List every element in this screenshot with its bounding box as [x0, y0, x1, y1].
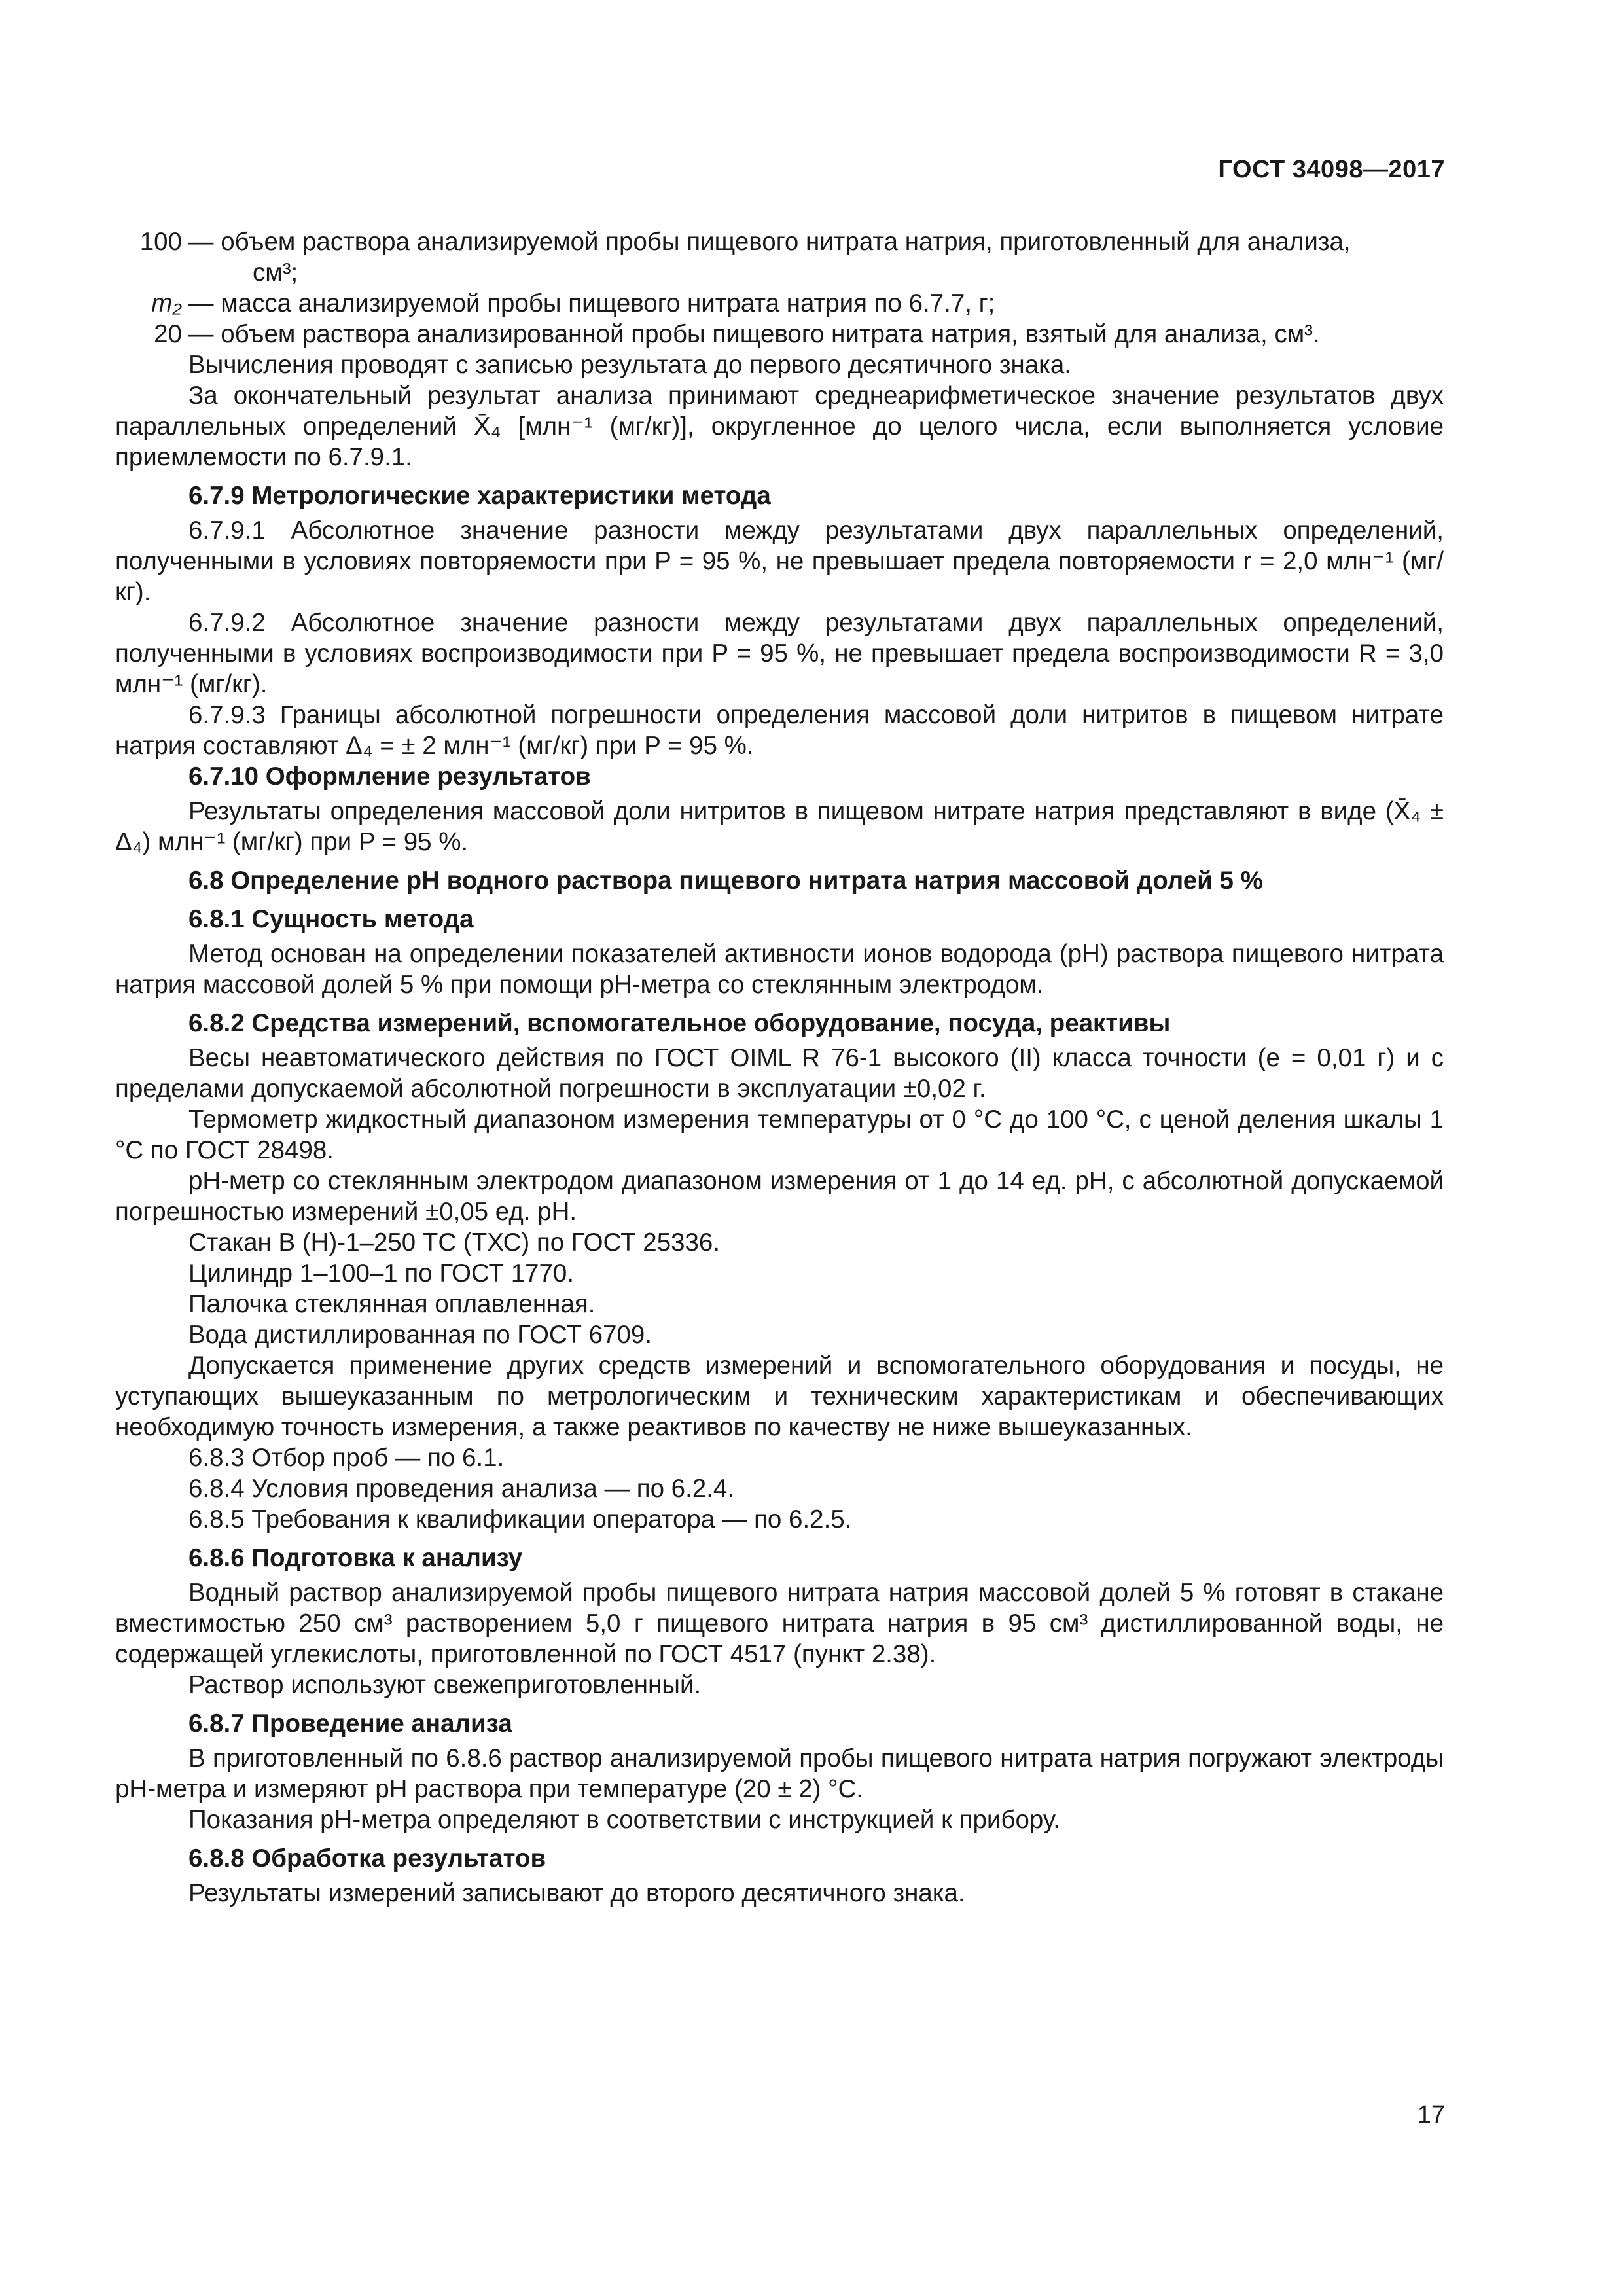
definition-mass-m2	[115, 288, 1444, 319]
page-number: 17	[1417, 2101, 1445, 2128]
document-code: ГОСТ 34098—2017	[1218, 156, 1445, 183]
definition-text: — объем раствора анализированной пробы пищевого нитрата натрия, взятый для анализа, см³.	[188, 320, 1320, 348]
definition-key: m₂	[151, 289, 182, 317]
calc-note: Вычисления проводят с записью результата до первого десятичного знака.	[188, 351, 1071, 379]
page-body	[115, 226, 1444, 1909]
definition-volume-100	[115, 226, 1444, 288]
paragraph-ph-meter: pH-метр со стеклянным электродом диапазоном измерения от 1 до 14 ед. pH, с абсолютной допускаемой погрешностью измерений ±0,05 ед. pH.	[115, 1167, 1444, 1226]
heading-6-7-10: 6.7.10 Оформление результатов	[188, 762, 591, 791]
paragraph-thermometer: Термометр жидкостный диапазоном измерения температуры от 0 °С до 100 °С, с ценой деления шкалы 1 °С по ГОСТ 28498.	[115, 1105, 1444, 1164]
heading-6-8-1: 6.8.1 Сущность метода	[188, 905, 474, 933]
heading-6-8-6: 6.8.6 Подготовка к анализу	[188, 1544, 523, 1572]
paragraph-6-8-3: 6.8.3 Отбор проб — по 6.1.	[188, 1444, 505, 1472]
paragraph-6-7-10: Результаты определения массовой доли нитритов в пищевом нитрате натрия представляют в виде (X̄₄ ± Δ₄) млн⁻¹ (мг/кг) при P = 95 %.	[115, 797, 1444, 856]
definition-text: — объем раствора анализируемой пробы пищевого нитрата натрия, приготовленный для анализа,	[188, 228, 1351, 256]
definition-text-wrap	[188, 226, 1444, 288]
paragraph-6-7-9-1: 6.7.9.1 Абсолютное значение разности между результатами двух параллельных определений, полученными в условиях повторяемости при P = 95 %, не превышает предела повторяемости r = 2,0 млн⁻¹ (мг/кг).	[115, 516, 1444, 606]
paragraph-6-8-8: Результаты измерений записывают до второго десятичного знака.	[188, 1879, 965, 1907]
definition-text: — масса анализируемой пробы пищевого нитрата натрия по 6.7.7, г;	[188, 289, 995, 317]
definition-volume-20	[115, 319, 1444, 350]
definition-key: 100	[139, 228, 182, 256]
paragraph-readings: Показания pH-метра определяют в соответствии с инструкцией к прибору.	[188, 1806, 1060, 1834]
paragraph-6-8-6: Водный раствор анализируемой пробы пищевого нитрата натрия массовой долей 5 % готовят в стакане вместимостью 250 см³ растворением 5,0 г пищевого нитрата натрия в 95 см³ дистиллированной воды, не содержащей углекислоты, приготовленной по ГОСТ 4517 (пункт 2.38).	[115, 1579, 1444, 1668]
paragraph-6-7-9-3: 6.7.9.3 Границы абсолютной погрешности определения массовой доли нитритов в пищевом нитрате натрия составляют Δ₄ = ± 2 млн⁻¹ (мг/кг) при P = 95 %.	[115, 701, 1444, 760]
paragraph-6-8-7: В приготовленный по 6.8.6 раствор анализируемой пробы пищевого нитрата натрия погружают электроды pH-метра и измеряют pH раствора при температуре (20 ± 2) °С.	[115, 1744, 1444, 1803]
paragraph-beaker: Стакан В (Н)-1–250 ТС (ТХС) по ГОСТ 25336.	[188, 1229, 721, 1257]
paragraph-6-8-1: Метод основан на определении показателей активности ионов водорода (pH) раствора пищевого нитрата натрия массовой долей 5 % при помощи pH-метра со стеклянным электродом.	[115, 940, 1444, 999]
paragraph-fresh-solution: Раствор используют свежеприготовленный.	[188, 1671, 702, 1699]
paragraph-6-7-9-2: 6.7.9.2 Абсолютное значение разности между результатами двух параллельных определений, полученными в условиях воспроизводимости при P = 95 %, не превышает предела воспроизводимости R = 3,0 млн⁻¹ (мг/кг).	[115, 609, 1444, 698]
heading-6-8-2: 6.8.2 Средства измерений, вспомогательное оборудование, посуда, реактивы	[188, 1009, 1171, 1037]
heading-6-8-8: 6.8.8 Обработка результатов	[188, 1844, 546, 1873]
heading-6-7-9: 6.7.9 Метрологические характеристики метода	[188, 482, 771, 510]
paragraph-distilled-water: Вода дистиллированная по ГОСТ 6709.	[188, 1321, 652, 1349]
paragraph-cylinder: Цилиндр 1–100–1 по ГОСТ 1770.	[188, 1259, 575, 1287]
paragraph-6-8-4: 6.8.4 Условия проведения анализа — по 6.2.4.	[188, 1475, 735, 1503]
final-result-paragraph: За окончательный результат анализа принимают среднеарифметическое значение результатов двух параллельных определений X̄₄ [млн⁻¹ (мг/кг)], округленное до целого числа, если выполняется условие приемлемости по 6.7.9.1.	[115, 382, 1444, 471]
definition-key: 20	[154, 320, 182, 348]
paragraph-allowed-substitutes: Допускается применение других средств измерений и вспомогательного оборудования и посуды, не уступающих вышеуказанным по метрологическим и техническим характеристикам и обеспечивающих необходимую точность измерения, а также реактивов по качеству не ниже вышеуказанных.	[115, 1352, 1444, 1441]
heading-6-8: 6.8 Определение pH водного раствора пищевого нитрата натрия массовой долей 5 %	[188, 867, 1263, 895]
definition-continuation: см³;	[253, 259, 298, 287]
paragraph-6-8-5: 6.8.5 Требования к квалификации оператора — по 6.2.5.	[188, 1505, 852, 1534]
paragraph-scales: Весы неавтоматического действия по ГОСТ OIML R 76-1 высокого (II) класса точности (e = 0,01 г) и с пределами допускаемой абсолютной погрешности в эксплуатации ±0,02 г.	[115, 1044, 1444, 1103]
paragraph-glass-rod: Палочка стеклянная оплавленная.	[188, 1290, 596, 1318]
heading-6-8-7: 6.8.7 Проведение анализа	[188, 1710, 512, 1738]
